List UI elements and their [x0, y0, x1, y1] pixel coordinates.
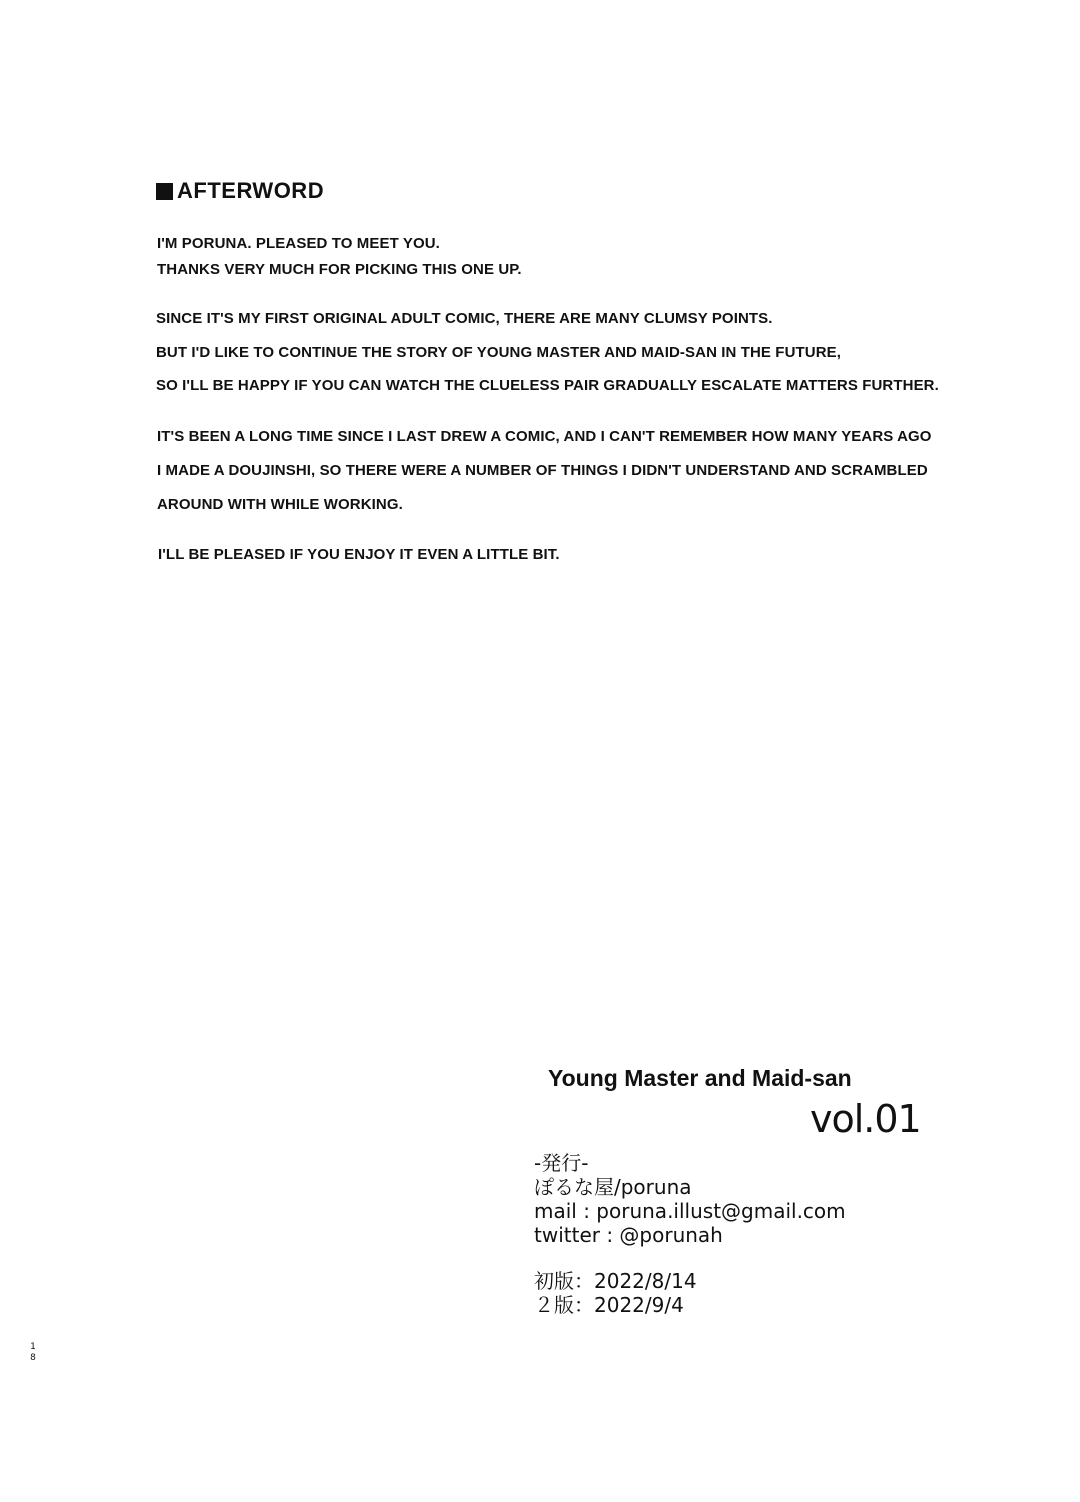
afterword-line: THANKS VERY MUCH FOR PICKING THIS ONE UP.: [157, 261, 522, 278]
afterword-line: SO I'LL BE HAPPY IF YOU CAN WATCH THE CLUELESS PAIR GRADUALLY ESCALATE MATTERS FURTHER.: [156, 377, 939, 394]
afterword-line: BUT I'D LIKE TO CONTINUE THE STORY OF YOUNG MASTER AND MAID-SAN IN THE FUTURE,: [156, 344, 841, 361]
afterword-line: I MADE A DOUJINSHI, SO THERE WERE A NUMBER OF THINGS I DIDN'T UNDERSTAND AND SCRAMBLED: [157, 462, 928, 479]
page-number-digit: 1: [30, 1342, 36, 1352]
book-title: Young Master and Maid-san: [548, 1065, 852, 1091]
page-number: [29, 1342, 37, 1364]
afterword-line: SINCE IT'S MY FIRST ORIGINAL ADULT COMIC, THERE ARE MANY CLUMSY POINTS.: [156, 310, 773, 327]
twitter-line: twitter : @porunah: [534, 1223, 723, 1247]
page-number-digit: 8: [30, 1353, 36, 1363]
afterword-line: AROUND WITH WHILE WORKING.: [157, 496, 403, 513]
heading-square-icon: [156, 183, 173, 200]
afterword-line: I'LL BE PLEASED IF YOU ENJOY IT EVEN A LITTLE BIT.: [158, 546, 560, 563]
afterword-line: IT'S BEEN A LONG TIME SINCE I LAST DREW A COMIC, AND I CAN'T REMEMBER HOW MANY YEARS AGO: [157, 428, 932, 445]
afterword-heading: [156, 178, 324, 204]
publisher-name: ぽるな屋/poruna: [534, 1175, 692, 1199]
mail-line: mail : poruna.illust@gmail.com: [534, 1199, 846, 1223]
second-edition-line: ２版：2022/9/4: [534, 1293, 684, 1317]
first-edition-line: 初版：2022/8/14: [534, 1269, 697, 1293]
afterword-heading-text: AFTERWORD: [177, 178, 325, 203]
afterword-line: I'M PORUNA. PLEASED TO MEET YOU.: [157, 235, 440, 252]
volume-label: vol.01: [810, 1097, 921, 1141]
publisher-label: -発行-: [534, 1151, 589, 1175]
